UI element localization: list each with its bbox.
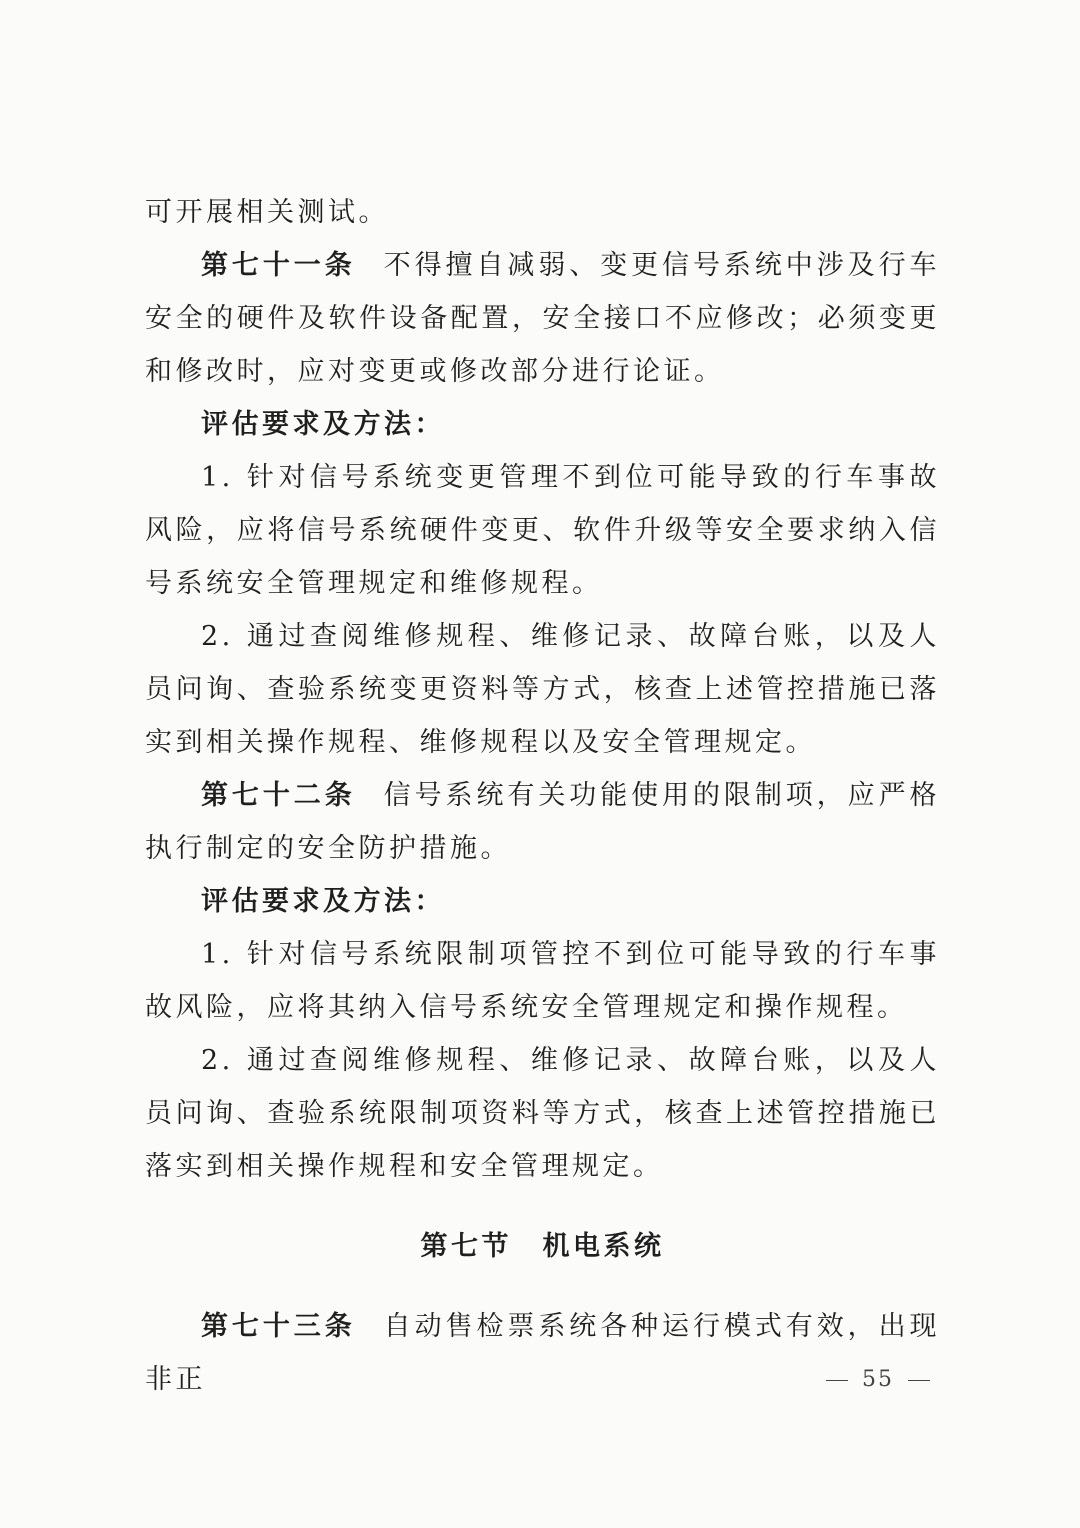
document-body: [145, 186, 940, 1406]
article-72-text: 信号系统有关功能使用的限制项，应严格执行制定的安全防护措施。: [145, 780, 941, 864]
article-72: [145, 769, 940, 875]
footer-dash-right: [908, 1380, 930, 1381]
article-73-text: 自动售检票系统各种运行模式有效，出现非正: [145, 1311, 941, 1395]
paragraph-continuation: 可开展相关测试。: [145, 197, 389, 228]
assessment-item-1: 1. 针对信号系统限制项管控不到位可能导致的行车事故风险，应将其纳入信号系统安全管理规定和操作规程。: [145, 939, 940, 1023]
assessment-item-2: 2. 通过查阅维修规程、维修记录、故障台账，以及人员问询、查验系统限制项资料等方式，核查上述管控措施已落实到相关操作规程和安全管理规定。: [145, 1045, 940, 1182]
assessment-item-2: 2. 通过查阅维修规程、维修记录、故障台账，以及人员问询、查验系统变更资料等方式，核查上述管控措施已落实到相关操作规程、维修规程以及安全管理规定。: [145, 621, 940, 758]
article-71-number: 第七十一条: [201, 250, 356, 281]
assessment-heading: 评估要求及方法：: [201, 409, 445, 440]
assessment-heading: 评估要求及方法：: [201, 886, 445, 917]
article-71-text: 不得擅自减弱、变更信号系统中涉及行车安全的硬件及软件设备配置，安全接口不应修改；必须变更和修改时，应对变更或修改部分进行论证。: [145, 250, 941, 387]
footer-dash-left: [826, 1380, 848, 1381]
article-71: [145, 239, 940, 398]
page-footer: [812, 1367, 944, 1392]
article-73-number: 第七十三条: [201, 1311, 356, 1342]
assessment-item-1: 1. 针对信号系统变更管理不到位可能导致的行车事故风险，应将信号系统硬件变更、软件升级等安全要求纳入信号系统安全管理规定和维修规程。: [145, 462, 940, 599]
section-title: 第七节 机电系统: [420, 1231, 665, 1262]
article-72-number: 第七十二条: [201, 780, 356, 811]
page-number: 55: [862, 1367, 894, 1392]
